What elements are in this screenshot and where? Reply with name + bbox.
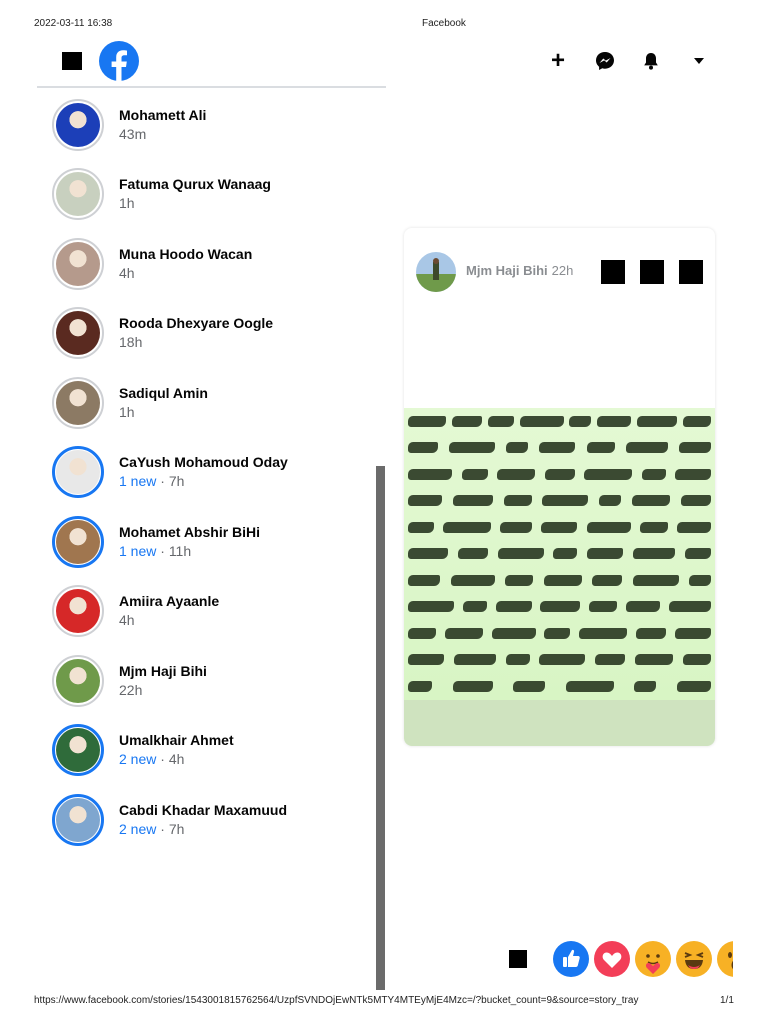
calligraphy-line (408, 408, 711, 435)
story-text (119, 663, 207, 699)
story-item[interactable] (52, 299, 382, 369)
story-meta (119, 750, 234, 768)
story-meta (119, 403, 208, 421)
messenger-icon[interactable] (594, 50, 616, 72)
story-avatar-ring (52, 99, 104, 151)
calligraphy-word-shape (675, 628, 711, 639)
calligraphy-word-shape (452, 416, 482, 427)
story-text (119, 107, 206, 143)
calligraphy-word-shape (679, 442, 711, 453)
calligraphy-word-shape (675, 469, 711, 480)
story-author-name: Amiira Ayaanle (119, 593, 220, 610)
calligraphy-word-shape (553, 548, 577, 559)
post-time: 22h (551, 263, 574, 278)
story-text (119, 593, 219, 629)
story-author-name: Umalkhair Ahmet (119, 732, 234, 749)
arabic-calligraphy-lines (408, 408, 711, 700)
avatar (56, 659, 100, 703)
calligraphy-word-shape (683, 654, 711, 665)
separator-dot: · (156, 542, 169, 559)
calligraphy-word-shape (500, 522, 532, 533)
story-time: 7h (168, 820, 185, 837)
avatar (56, 589, 100, 633)
like-icon[interactable] (553, 941, 589, 977)
post-author-name[interactable] (466, 263, 573, 278)
calligraphy-word-shape (626, 601, 660, 612)
story-avatar-ring (52, 446, 104, 498)
calligraphy-word-shape (592, 575, 622, 586)
calligraphy-word-shape (496, 601, 532, 612)
story-time: 1h (119, 403, 135, 420)
facebook-logo[interactable] (99, 41, 139, 81)
calligraphy-word-shape (633, 548, 675, 559)
calligraphy-word-shape (408, 548, 448, 559)
calligraphy-line (408, 647, 711, 674)
scrollbar[interactable] (376, 466, 385, 990)
story-item[interactable] (52, 507, 382, 577)
avatar (56, 242, 100, 286)
calligraphy-word-shape (408, 442, 438, 453)
calligraphy-word-shape (587, 548, 623, 559)
calligraphy-word-shape (408, 601, 454, 612)
wow-glyph-icon (717, 941, 733, 977)
story-avatar-ring (52, 585, 104, 637)
messenger-glyph-icon (595, 51, 615, 71)
calligraphy-word-shape (408, 654, 444, 665)
calligraphy-word-shape (408, 469, 452, 480)
calligraphy-word-shape (449, 442, 495, 453)
calligraphy-word-shape (454, 654, 496, 665)
calligraphy-word-shape (506, 654, 530, 665)
print-title: Facebook (422, 18, 466, 29)
calligraphy-word-shape (408, 416, 446, 427)
separator-dot: · (156, 820, 169, 837)
story-text (119, 732, 234, 768)
story-avatar-ring (52, 238, 104, 290)
story-text (119, 246, 252, 282)
calligraphy-word-shape (636, 628, 666, 639)
calligraphy-word-shape (542, 495, 588, 506)
story-text (119, 454, 288, 490)
calligraphy-word-shape (669, 601, 711, 612)
story-author-name: Cabdi Khadar Maxamuud (119, 801, 288, 818)
story-author-name: Mohamet Abshir BiHi (119, 523, 261, 540)
print-url: https://www.facebook.com/stories/1543001815762564/UzpfSVNDOjEwNTk5MTY4MTEyMjE4Mzc=/?bucket_count=9&source=story_tray (34, 995, 639, 1006)
story-image-arabic-text (404, 408, 715, 700)
calligraphy-word-shape (488, 416, 514, 427)
calligraphy-word-shape (462, 469, 488, 480)
story-text (119, 802, 287, 838)
story-time: 7h (168, 473, 185, 490)
haha-glyph-icon (676, 941, 712, 977)
calligraphy-word-shape (513, 681, 545, 692)
header-divider (37, 86, 386, 88)
care-glyph-icon (635, 941, 671, 977)
avatar (56, 381, 100, 425)
calligraphy-word-shape (587, 522, 631, 533)
calligraphy-word-shape (506, 442, 528, 453)
story-item[interactable] (52, 785, 382, 855)
bell-glyph-icon (641, 51, 661, 71)
new-count-badge: 1 new (119, 473, 157, 490)
calligraphy-word-shape (544, 628, 570, 639)
separator-dot: · (156, 473, 169, 490)
calligraphy-word-shape (443, 522, 491, 533)
avatar (56, 450, 100, 494)
calligraphy-line (408, 673, 711, 700)
calligraphy-word-shape (408, 575, 440, 586)
story-author-name: Mjm Haji Bihi (119, 662, 207, 679)
story-text (119, 524, 260, 560)
calligraphy-word-shape (681, 495, 711, 506)
calligraphy-word-shape (634, 681, 656, 692)
new-count-badge: 1 new (119, 542, 157, 559)
story-item[interactable] (52, 368, 382, 438)
calligraphy-word-shape (689, 575, 711, 586)
wow-icon[interactable] (717, 941, 733, 977)
calligraphy-word-shape (497, 469, 535, 480)
story-text (119, 315, 273, 351)
calligraphy-word-shape (445, 628, 483, 639)
calligraphy-word-shape (632, 495, 670, 506)
story-meta (119, 472, 288, 490)
calligraphy-word-shape (685, 548, 711, 559)
calligraphy-word-shape (544, 575, 582, 586)
calligraphy-word-shape (677, 522, 711, 533)
facebook-logo-icon (99, 41, 139, 81)
story-time: 1h (119, 195, 135, 212)
calligraphy-line (408, 567, 711, 594)
story-time: 11h (168, 542, 192, 559)
story-avatar-ring (52, 307, 104, 359)
calligraphy-word-shape (683, 416, 711, 427)
story-avatar-ring (52, 516, 104, 568)
calligraphy-word-shape (637, 416, 677, 427)
love-icon[interactable] (594, 941, 630, 977)
story-item[interactable] (52, 229, 382, 299)
separator-dot: · (156, 751, 169, 768)
story-time: 18h (119, 334, 143, 351)
calligraphy-word-shape (626, 442, 668, 453)
story-avatar-ring (52, 168, 104, 220)
story-item[interactable] (52, 438, 382, 508)
post-author-label: Mjm Haji Bihi (466, 263, 548, 278)
avatar (56, 172, 100, 216)
story-text (119, 176, 271, 212)
calligraphy-word-shape (453, 495, 493, 506)
story-item[interactable] (52, 90, 382, 160)
story-item[interactable] (52, 160, 382, 230)
story-item[interactable] (52, 577, 382, 647)
calligraphy-line (408, 514, 711, 541)
story-image-bottom-strip (404, 700, 715, 746)
calligraphy-word-shape (451, 575, 495, 586)
calligraphy-word-shape (635, 654, 673, 665)
calligraphy-word-shape (540, 601, 580, 612)
story-post-card (404, 228, 715, 746)
story-meta (119, 125, 206, 143)
story-author-name: CaYush Mohamoud Oday (119, 454, 288, 471)
story-author-name: Mohamett Ali (119, 106, 207, 123)
story-time: 4h (119, 264, 135, 281)
calligraphy-line (408, 541, 711, 568)
story-time: 22h (119, 681, 143, 698)
post-action-box[interactable] (679, 260, 703, 284)
calligraphy-word-shape (640, 522, 668, 533)
calligraphy-word-shape (408, 495, 442, 506)
story-meta (119, 194, 271, 212)
avatar-photo-icon (416, 252, 456, 292)
story-time: 4h (168, 751, 185, 768)
post-action-box[interactable] (640, 260, 664, 284)
calligraphy-word-shape (595, 654, 625, 665)
story-author-name: Rooda Dhexyare Oogle (119, 315, 274, 332)
calligraphy-word-shape (569, 416, 591, 427)
story-meta (119, 611, 219, 629)
calligraphy-word-shape (566, 681, 614, 692)
story-avatar-ring (52, 655, 104, 707)
new-count-badge: 2 new (119, 751, 157, 768)
story-item[interactable] (52, 646, 382, 716)
story-time: 43m (119, 125, 147, 142)
avatar (56, 520, 100, 564)
calligraphy-line (408, 620, 711, 647)
avatar (56, 103, 100, 147)
like-glyph-icon (553, 941, 589, 977)
story-meta (119, 820, 287, 838)
reaction-bar (551, 939, 733, 981)
story-meta (119, 333, 273, 351)
story-author-name: Muna Hoodo Wacan (119, 245, 253, 262)
print-page-number: 1/1 (720, 995, 734, 1006)
menu-square-icon[interactable] (62, 52, 82, 70)
calligraphy-word-shape (633, 575, 679, 586)
calligraphy-word-shape (642, 469, 666, 480)
avatar (56, 311, 100, 355)
avatar (56, 798, 100, 842)
story-avatar-ring (52, 377, 104, 429)
story-list (52, 90, 382, 855)
calligraphy-word-shape (584, 469, 632, 480)
story-avatar-ring (52, 794, 104, 846)
story-time: 4h (119, 612, 135, 629)
story-meta (119, 542, 260, 560)
calligraphy-word-shape (539, 442, 575, 453)
reaction-square-icon[interactable] (509, 950, 527, 968)
calligraphy-word-shape (587, 442, 615, 453)
story-author-name: Sadiqul Amin (119, 384, 208, 401)
story-meta (119, 681, 207, 699)
caret-down-icon[interactable] (688, 50, 710, 72)
calligraphy-word-shape (541, 522, 577, 533)
story-author-name: Fatuma Qurux Wanaag (119, 176, 271, 193)
calligraphy-word-shape (408, 628, 436, 639)
calligraphy-word-shape (589, 601, 617, 612)
new-count-badge: 2 new (119, 820, 157, 837)
calligraphy-word-shape (463, 601, 487, 612)
calligraphy-line (408, 594, 711, 621)
calligraphy-word-shape (453, 681, 493, 692)
calligraphy-word-shape (504, 495, 532, 506)
calligraphy-line (408, 488, 711, 515)
haha-icon[interactable] (676, 941, 712, 977)
story-item[interactable] (52, 716, 382, 786)
heart-glyph-icon (594, 941, 630, 977)
calligraphy-word-shape (492, 628, 536, 639)
calligraphy-word-shape (599, 495, 621, 506)
calligraphy-word-shape (498, 548, 544, 559)
bell-icon[interactable] (640, 50, 662, 72)
avatar (56, 728, 100, 772)
calligraphy-line (408, 461, 711, 488)
calligraphy-line (408, 435, 711, 462)
caret-glyph-icon (692, 56, 706, 66)
calligraphy-word-shape (505, 575, 533, 586)
story-meta (119, 264, 252, 282)
print-datetime: 2022-03-11 16:38 (34, 18, 113, 29)
calligraphy-word-shape (677, 681, 711, 692)
calligraphy-word-shape (597, 416, 631, 427)
care-icon[interactable] (635, 941, 671, 977)
calligraphy-word-shape (579, 628, 627, 639)
calligraphy-word-shape (545, 469, 575, 480)
plus-icon[interactable]: + (550, 47, 565, 74)
calligraphy-word-shape (539, 654, 585, 665)
calligraphy-word-shape (520, 416, 564, 427)
post-author-avatar[interactable] (416, 252, 456, 292)
calligraphy-word-shape (408, 522, 434, 533)
post-action-box[interactable] (601, 260, 625, 284)
calligraphy-word-shape (408, 681, 432, 692)
calligraphy-word-shape (458, 548, 488, 559)
story-text (119, 385, 208, 421)
story-avatar-ring (52, 724, 104, 776)
